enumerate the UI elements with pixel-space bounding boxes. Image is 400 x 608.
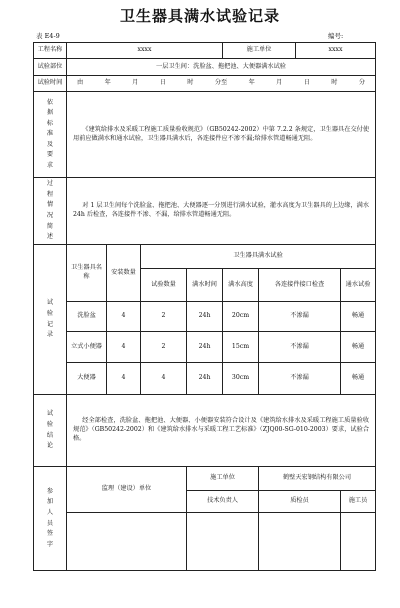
fill-height: 30cm bbox=[223, 363, 259, 395]
basis-text: 《建筑给排水及采暖工程施工质量验收规范》（GB50242-2002）中第 7.2.2 条规定，卫生器具在交付使用前应做满水和通水试验，卫生器具满水后，各连接件应不渗不漏;给排水管道畅通无阻。 bbox=[67, 92, 376, 178]
contractor-label: 施工单位 bbox=[223, 43, 296, 59]
joint-check: 不渗漏 bbox=[259, 363, 341, 395]
fixture-col-header: 卫生器具名称 bbox=[67, 245, 107, 302]
test-record-form bbox=[33, 42, 376, 571]
fixture-name: 大便器 bbox=[67, 363, 107, 395]
time-value bbox=[67, 76, 376, 92]
records-label: 试 验 记 录 bbox=[34, 245, 67, 395]
tech-lead-signature-box bbox=[187, 513, 259, 571]
location-value: 一层卫生间：洗脸盆、拖把池、大便器满水试验 bbox=[67, 59, 376, 76]
table-number: 表 E4-9 bbox=[36, 32, 60, 40]
conclusion-label: 试 验 结 论 bbox=[34, 395, 67, 467]
location-label: 试验部位 bbox=[34, 59, 67, 76]
flow-test: 畅通 bbox=[341, 363, 376, 395]
tech-lead-label: 技术负责人 bbox=[187, 491, 259, 513]
table-row bbox=[34, 332, 376, 363]
fill-time: 24h bbox=[187, 332, 223, 363]
fill-height: 20cm bbox=[223, 302, 259, 332]
location-row bbox=[34, 59, 376, 76]
sub-header: 通水试验 bbox=[341, 269, 376, 302]
sub-header: 满水时间 bbox=[187, 269, 223, 302]
qc-label: 质检员 bbox=[259, 491, 341, 513]
worker-label: 施工员 bbox=[341, 491, 376, 513]
serial-number-label: 编号: bbox=[328, 32, 344, 40]
contractor-sign-label: 施工单位 bbox=[187, 467, 259, 491]
conclusion-text: 经全部检查，洗脸盆、拖把池、大便器、小便器安装符合设计及《建筑给水排水及采暖工程施工质量验收规范》（GB50242-2002）和《建筑给水排水与采暖工程工艺标准》（ZJQ00-SG-010-2003）要求，试验合格。 bbox=[67, 395, 376, 467]
sub-header: 满水高度 bbox=[223, 269, 259, 302]
time-part: 月 bbox=[276, 79, 283, 86]
project-label: 工程名称 bbox=[34, 43, 67, 59]
fixture-name: 立式小便器 bbox=[67, 332, 107, 363]
time-label: 试验时间 bbox=[34, 76, 67, 92]
joint-check: 不渗漏 bbox=[259, 302, 341, 332]
time-part: 时 bbox=[331, 79, 338, 86]
test-qty: 2 bbox=[141, 302, 187, 332]
contractor-sign-value: 鹤壁天宏钢结构有限公司 bbox=[259, 467, 376, 491]
qty-col-header: 安装数量 bbox=[107, 245, 141, 302]
time-row bbox=[34, 76, 376, 92]
fill-time: 24h bbox=[187, 363, 223, 395]
test-qty: 2 bbox=[141, 332, 187, 363]
time-part: 分至 bbox=[214, 79, 228, 86]
conclusion-row bbox=[34, 395, 376, 467]
time-part: 由 bbox=[77, 79, 84, 86]
group-header: 卫生器具满水试验 bbox=[141, 245, 376, 269]
joint-check: 不渗漏 bbox=[259, 332, 341, 363]
process-label: 过 程 情 况 简 述 bbox=[34, 178, 67, 245]
install-qty: 4 bbox=[107, 332, 141, 363]
sub-header: 试验数量 bbox=[141, 269, 187, 302]
basis-label: 依 据 标 准 及 要 求 bbox=[34, 92, 67, 178]
time-part: 年 bbox=[104, 79, 111, 86]
time-part: 时 bbox=[187, 79, 194, 86]
supervisor-signature-box bbox=[67, 513, 187, 571]
contractor-value: xxxx bbox=[296, 43, 376, 59]
table-row bbox=[34, 363, 376, 395]
process-text: 对 1 层卫生间每个洗脸盆、拖把池、大便器逐一分别进行满水试验，灌水高度为卫生器具的上边缘，满水 24h 后检查，各连接件不渗、不漏，给排水管道畅通无阻。 bbox=[67, 178, 376, 245]
time-part: 分 bbox=[358, 79, 365, 86]
test-qty: 4 bbox=[141, 363, 187, 395]
document-title: 卫生器具满水试验记录 bbox=[119, 7, 280, 25]
records-header-row bbox=[34, 245, 376, 269]
sub-header: 各连接件接口检查 bbox=[259, 269, 341, 302]
worker-signature-box bbox=[341, 513, 376, 571]
fill-height: 15cm bbox=[223, 332, 259, 363]
time-part: 年 bbox=[248, 79, 255, 86]
signature-row bbox=[34, 467, 376, 491]
signature-label: 参 加 人 员 签 字 bbox=[34, 467, 67, 571]
time-part: 日 bbox=[159, 79, 166, 86]
time-part: 月 bbox=[132, 79, 139, 86]
install-qty: 4 bbox=[107, 302, 141, 332]
signature-blank-row bbox=[34, 513, 376, 571]
table-row bbox=[34, 302, 376, 332]
process-row bbox=[34, 178, 376, 245]
fill-time: 24h bbox=[187, 302, 223, 332]
flow-test: 畅通 bbox=[341, 302, 376, 332]
supervisor-label: 监理（建设）单位 bbox=[67, 467, 187, 513]
fixture-name: 洗脸盆 bbox=[67, 302, 107, 332]
project-row bbox=[34, 43, 376, 59]
install-qty: 4 bbox=[107, 363, 141, 395]
basis-row bbox=[34, 92, 376, 178]
time-part: 日 bbox=[303, 79, 310, 86]
qc-signature-box bbox=[259, 513, 341, 571]
flow-test: 畅通 bbox=[341, 332, 376, 363]
project-value: xxxx bbox=[67, 43, 223, 59]
